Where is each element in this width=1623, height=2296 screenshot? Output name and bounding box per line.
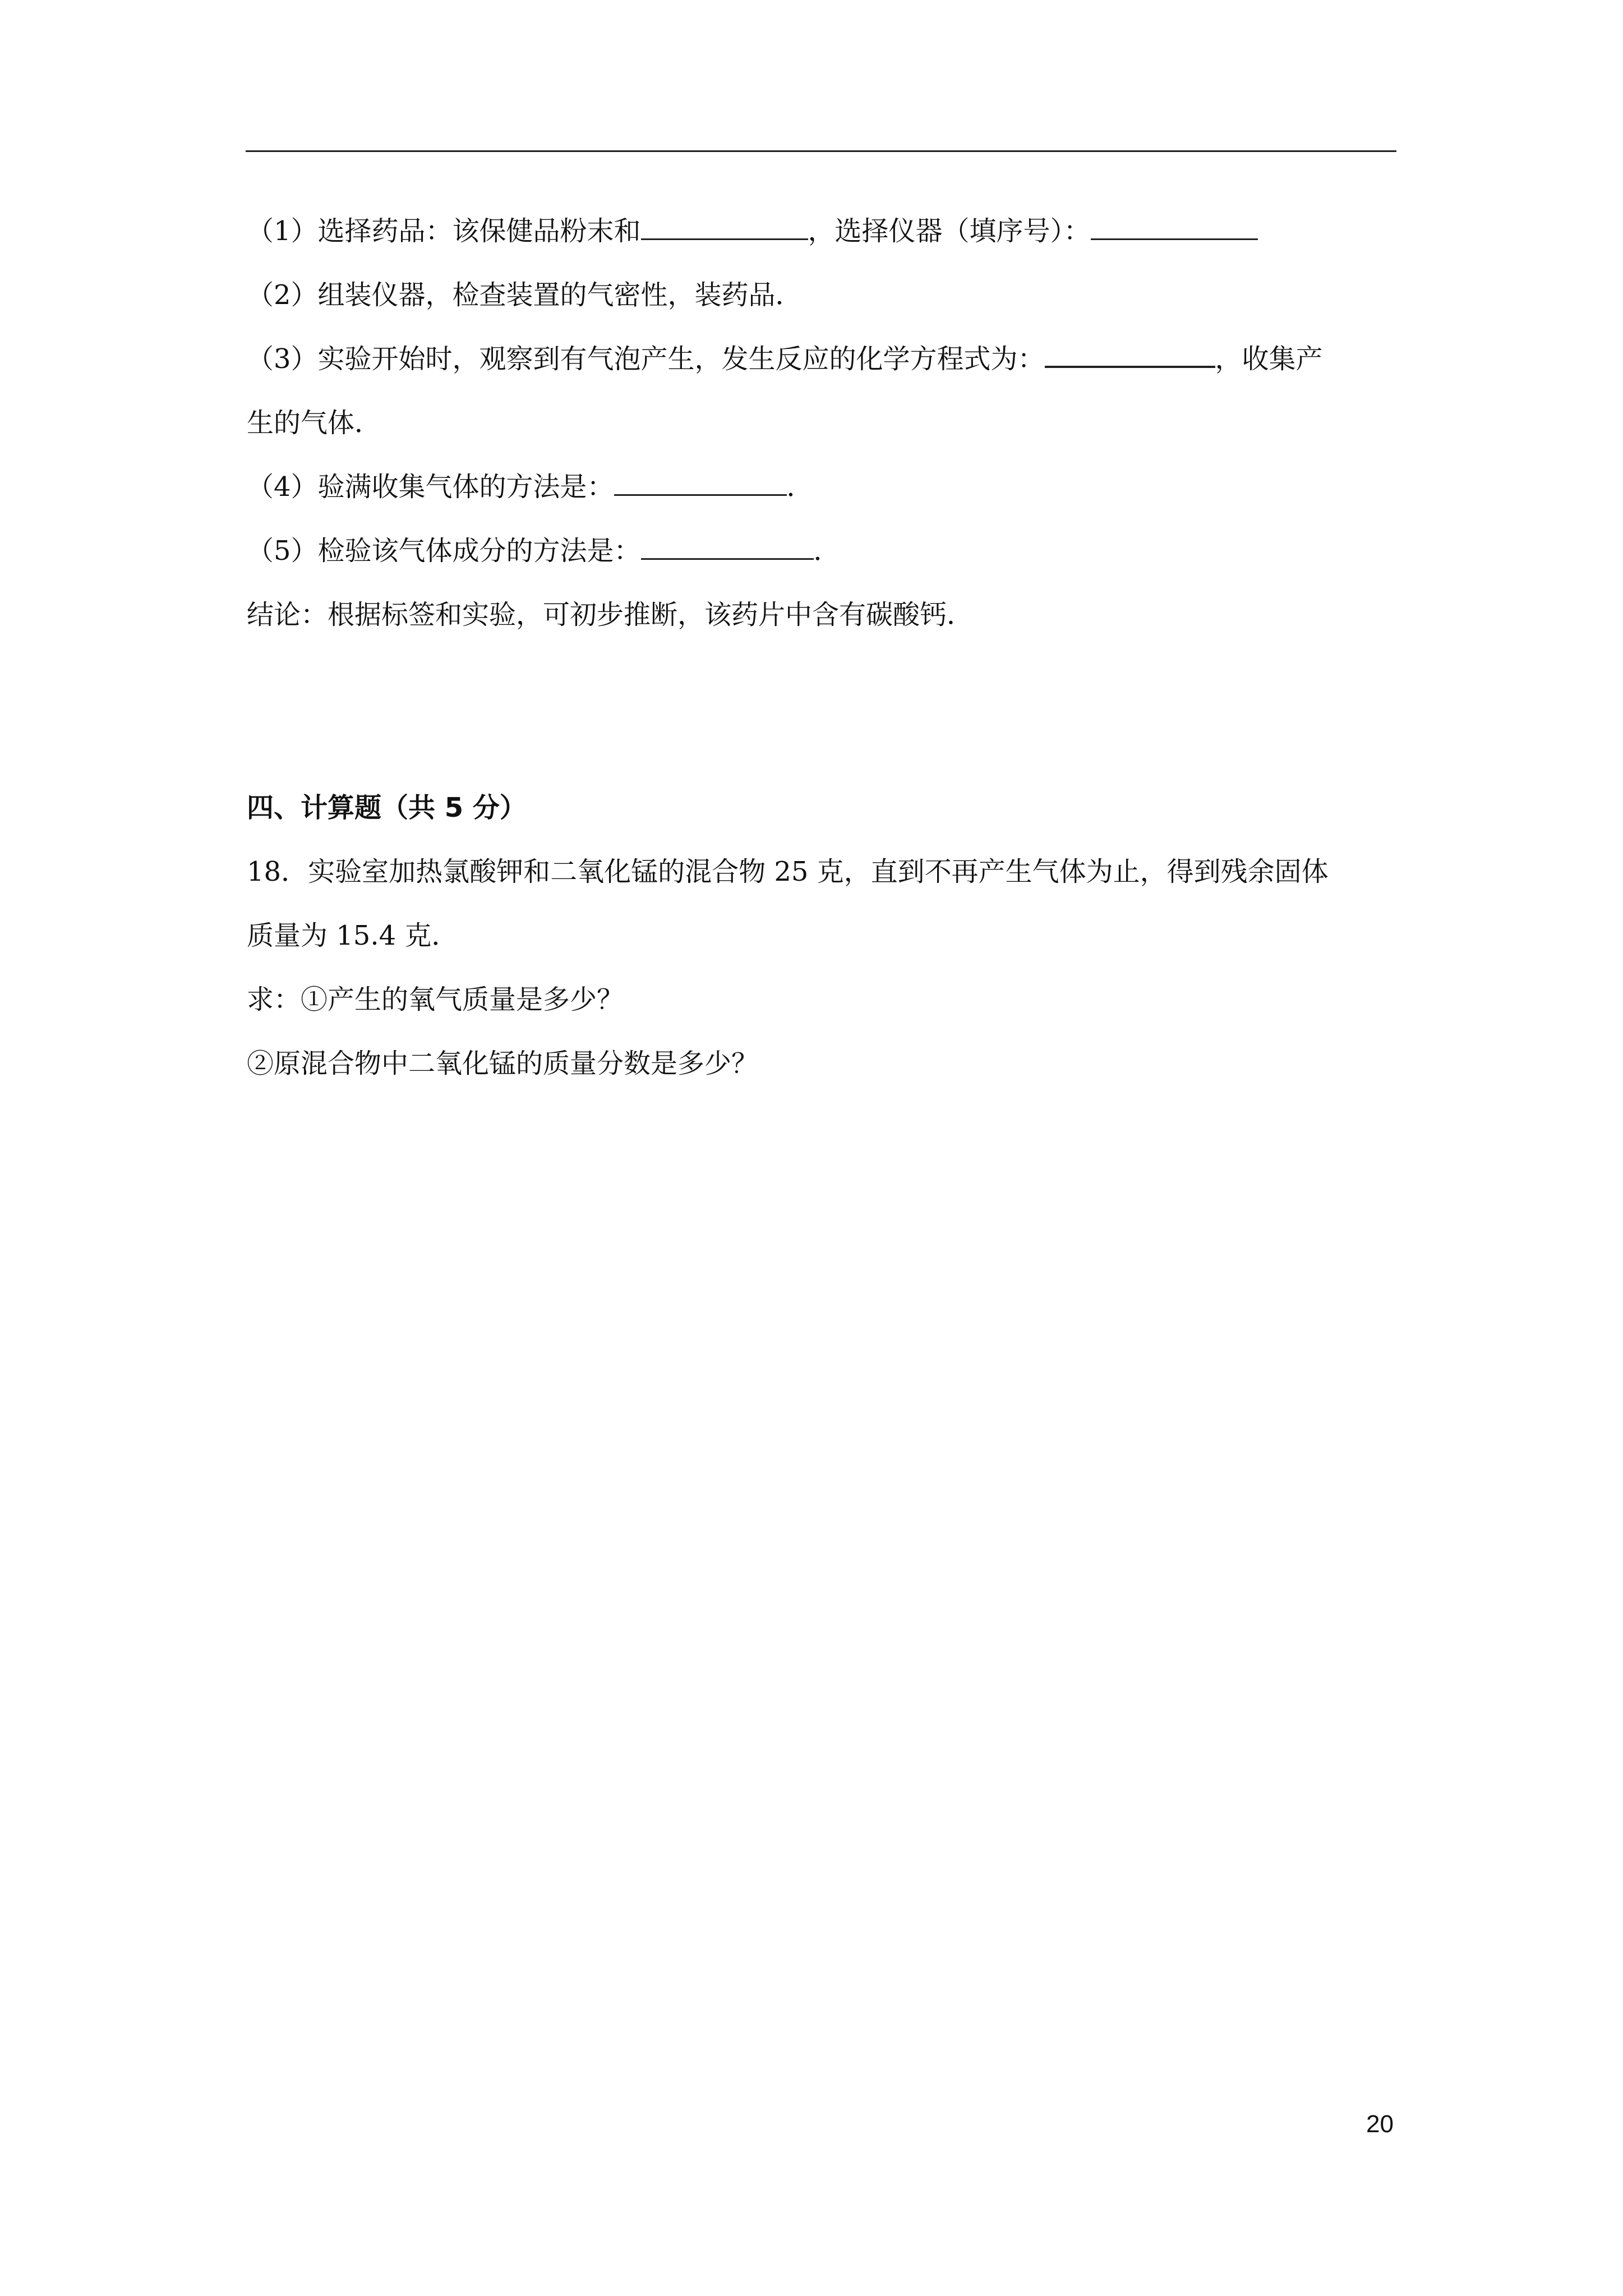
header-rule	[246, 150, 1396, 152]
q18-line-1: 18．实验室加热氯酸钾和二氧化锰的混合物 25 克，直到不再产生气体为止，得到残余固体	[247, 856, 1329, 887]
q17-item-3	[247, 342, 1323, 376]
q17-item-2: （2）组装仪器，检查装置的气密性，装药品．	[247, 279, 803, 311]
q18-line-2: 质量为 15.4 克．	[247, 920, 459, 951]
q17-item-3-continuation: 生的气体．	[247, 407, 382, 439]
section-4-title: 四、计算题（共 5 分）	[247, 792, 527, 823]
q18-ask-2: ②原混合物中二氧化锰的质量分数是多少？	[247, 1048, 759, 1079]
q17-item-5	[247, 534, 841, 568]
q17-item-1-text: （1）选择药品：该保健品粉末和	[247, 215, 641, 247]
answer-blank-1[interactable]	[641, 216, 808, 240]
q17-item-1-mid-text: ，选择仪器（填序号）：	[808, 215, 1091, 247]
q17-item-3-text: （3）实验开始时，观察到有气泡产生，发生反应的化学方程式为：	[247, 343, 1045, 375]
answer-blank-2[interactable]	[1091, 216, 1258, 240]
answer-blank-5[interactable]	[641, 536, 814, 560]
q17-item-4-suffix-text: ．	[786, 471, 814, 503]
q17-item-4-text: （4）验满收集气体的方法是：	[247, 471, 614, 503]
q17-item-5-suffix-text: ．	[813, 535, 841, 567]
q17-conclusion: 结论：根据标签和实验，可初步推断，该药片中含有碳酸钙．	[247, 599, 974, 631]
q18-ask-1: 求：①产生的氧气质量是多少？	[247, 984, 624, 1015]
q17-item-5-text: （5）检验该气体成分的方法是：	[247, 535, 641, 567]
q17-item-3-suffix-text: ，收集产	[1215, 343, 1323, 375]
answer-blank-3[interactable]	[1045, 343, 1215, 368]
page-number: 20	[1366, 2110, 1394, 2138]
q17-item-1	[247, 214, 1258, 248]
answer-blank-4[interactable]	[614, 472, 787, 496]
q17-item-4	[247, 470, 814, 504]
